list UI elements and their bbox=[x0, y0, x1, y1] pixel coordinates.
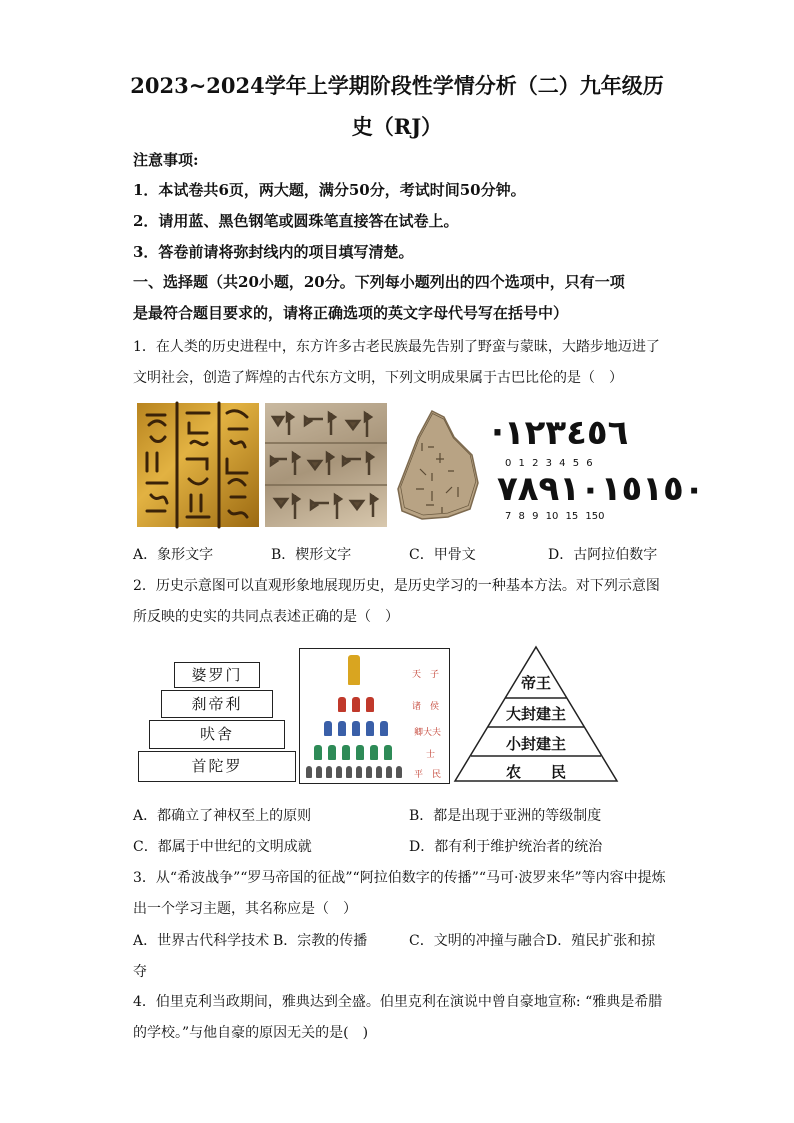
q1-option-c[interactable]: C．甲骨文 bbox=[409, 547, 476, 563]
q3-option-a[interactable]: A．世界古代科学技术 bbox=[133, 933, 270, 949]
enfeoffment-diagram bbox=[299, 648, 450, 784]
q2-stem-line1: 2．历史示意图可以直观形象地展现历史，是历史学习的一种基本方法。对下列示意图 bbox=[133, 578, 660, 594]
q4-stem-line2: 的学校。”与他自豪的原因无关的是( ) bbox=[133, 1025, 369, 1041]
exam-title-line1: 2023~2024学年上学期阶段性学情分析（二）九年级历 bbox=[130, 73, 664, 98]
q1-stem-line2: 文明社会，创造了辉煌的古代东方文明，下列文明成果属于古巴比伦的是（ ） bbox=[133, 370, 623, 386]
q4-stem-line1: 4．伯里克利当政期间，雅典达到全盛。伯里克利在演说中曾自豪地宣称: “雅典是希腊 bbox=[133, 994, 663, 1010]
section1-heading-line1: 一、选择题（共20小题，20分。下列每小题列出的四个选项中，只有一项 bbox=[133, 273, 625, 291]
cuneiform-image bbox=[265, 403, 387, 527]
q2-option-d[interactable]: D．都有利于维护统治者的统治 bbox=[409, 839, 603, 855]
arabic-numerals-row1: ·١٢٣٤٥٦ bbox=[491, 413, 629, 453]
caste-vaishya: 吠舍 bbox=[149, 720, 285, 749]
q2-stem-line2: 所反映的史实的共同点表述正确的是（ ） bbox=[133, 609, 399, 625]
section1-heading-line2: 是最符合题目要求的，请将正确选项的英文字母代号写在括号中） bbox=[133, 304, 569, 322]
caste-shudra: 首陀罗 bbox=[138, 751, 296, 782]
pyramid-great-lords: 大封建主 bbox=[505, 705, 566, 723]
label-pingmin: 平 民 bbox=[414, 770, 442, 780]
q3-stem-line1: 3．从“希波战争”“罗马帝国的征战”“阿拉伯数字的传播”“马可·波罗来华”等内容中提炼 bbox=[133, 870, 666, 886]
western-digits-row2: 7 8 9 10 15 150 bbox=[505, 511, 605, 522]
label-shi: 士 bbox=[426, 750, 436, 760]
pyramid-emperor: 帝王 bbox=[520, 674, 551, 692]
q2-option-a[interactable]: A．都确立了神权至上的原则 bbox=[133, 808, 312, 824]
hieroglyph-image bbox=[137, 403, 259, 527]
label-qingdafu: 卿大夫 bbox=[414, 728, 442, 738]
pyramid-peasants: 农 民 bbox=[505, 763, 566, 781]
exam-title-line2: 史（RJ） bbox=[351, 114, 443, 139]
q1-option-d[interactable]: D．古阿拉伯数字 bbox=[548, 547, 658, 563]
q1-option-b[interactable]: B．楔形文字 bbox=[271, 547, 352, 563]
western-digits-row1: 0 1 2 3 4 5 6 bbox=[505, 458, 593, 469]
q2-option-c[interactable]: C．都属于中世纪的文明成就 bbox=[133, 839, 312, 855]
notice-heading: 注意事项: bbox=[133, 151, 199, 169]
label-zhuhou: 诸 侯 bbox=[412, 702, 440, 712]
q3-option-c[interactable]: C．文明的冲撞与融合 bbox=[409, 933, 546, 949]
q1-option-a[interactable]: A．象形文字 bbox=[133, 547, 214, 563]
arabic-numerals-image bbox=[487, 403, 705, 527]
q1-stem-line1: 1．在人类的历史进程中，东方许多古老民族最先告别了野蛮与蒙昧，大踏步地迈进了 bbox=[133, 339, 660, 355]
caste-kshatriya: 刹帝利 bbox=[161, 690, 273, 718]
notice-item-1: 1．本试卷共6页，两大题，满分50分，考试时间50分钟。 bbox=[133, 181, 526, 199]
caste-brahmin: 婆罗门 bbox=[174, 662, 260, 688]
king-figure bbox=[348, 655, 360, 685]
oracle-bone-image bbox=[392, 403, 482, 527]
q3-option-d-wrap: 夺 bbox=[133, 964, 147, 980]
q2-option-b[interactable]: B．都是出现于亚洲的等级制度 bbox=[409, 808, 602, 824]
q3-option-b[interactable]: B．宗教的传播 bbox=[273, 933, 368, 949]
q3-option-d[interactable]: D．殖民扩张和掠 bbox=[546, 933, 656, 949]
label-tianzi: 天 子 bbox=[412, 670, 440, 680]
arabic-numerals-row2: ٧٨٩١٠١٥١٥٠ bbox=[497, 469, 705, 509]
q3-stem-line2: 出一个学习主题，其名称应是（ ） bbox=[133, 901, 357, 917]
notice-item-3: 3．答卷前请将弥封线内的项目填写清楚。 bbox=[133, 243, 414, 261]
pyramid-lesser-lords: 小封建主 bbox=[505, 735, 566, 753]
notice-item-2: 2．请用蓝、黑色钢笔或圆珠笔直接答在试卷上。 bbox=[133, 212, 459, 230]
